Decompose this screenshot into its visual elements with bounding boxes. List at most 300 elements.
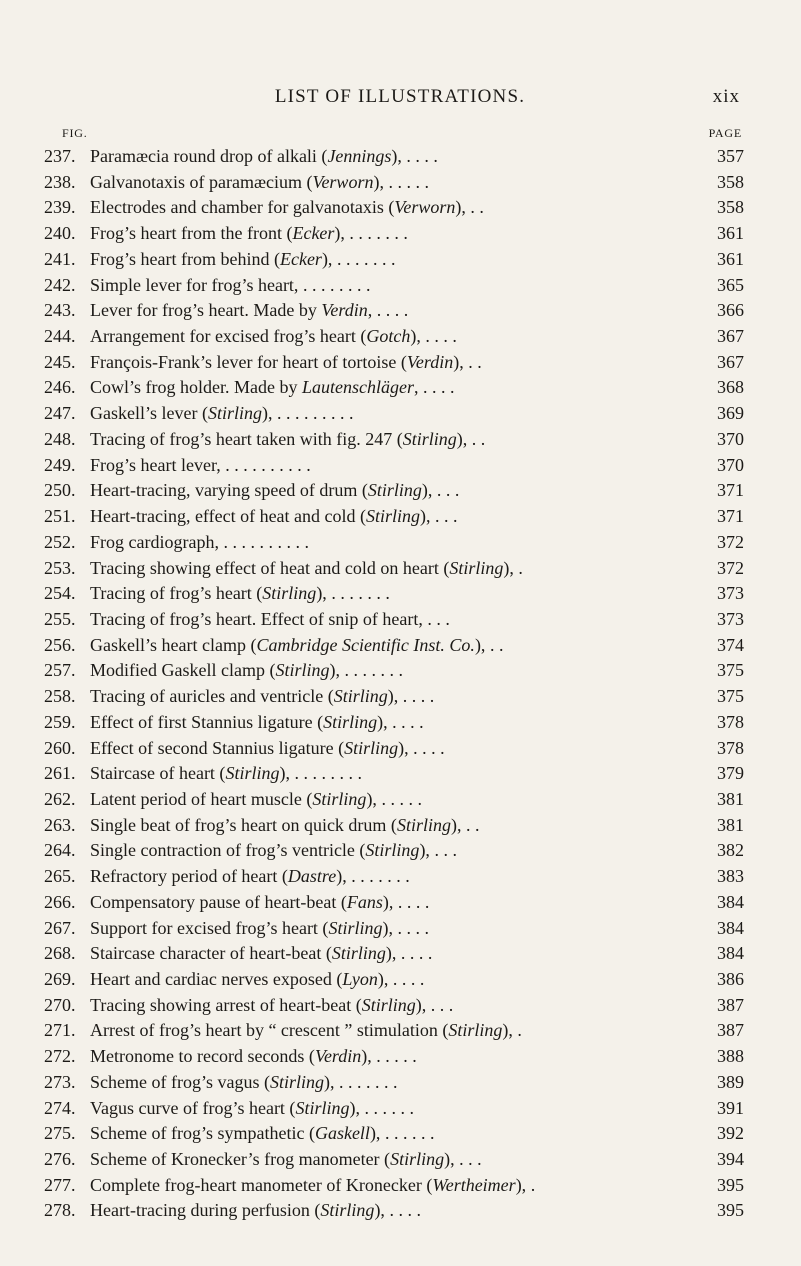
page-reference: 378 xyxy=(717,737,744,758)
figure-caption xyxy=(90,324,684,350)
dot-leader: . . . . xyxy=(398,686,435,707)
caption-source: Gaskell xyxy=(314,1123,370,1144)
dot-leader: . . . . xyxy=(401,146,438,166)
page-reference: 384 xyxy=(717,943,744,964)
page-reference: 373 xyxy=(717,608,744,629)
figure-caption xyxy=(90,658,684,684)
dot-leader: . . . . xyxy=(396,943,433,964)
dot-leader: . . . . . . . xyxy=(339,660,403,681)
caption-text: Tracing of frog’s heart ( xyxy=(90,583,263,604)
figure-number: 254. xyxy=(44,583,76,604)
caption-text: Staircase of heart ( xyxy=(90,763,226,784)
list-item xyxy=(44,710,744,736)
caption-text: Scheme of Kronecker’s frog manometer ( xyxy=(90,1149,391,1170)
dot-leader: . . . . . . . xyxy=(344,223,408,244)
list-item xyxy=(44,890,744,916)
list-item xyxy=(44,298,744,324)
page-reference: 372 xyxy=(717,531,744,552)
figure-number: 268. xyxy=(44,943,76,964)
figure-number: 244. xyxy=(44,326,76,347)
page-reference: 375 xyxy=(717,686,744,707)
figure-caption xyxy=(90,1018,684,1044)
figure-number: 273. xyxy=(44,1071,76,1092)
caption-text: Tracing showing effect of heat and cold on heart ( xyxy=(90,557,450,578)
caption-text: Galvanotaxis of paramæcium ( xyxy=(90,171,313,192)
caption-text: Frog’s heart from behind ( xyxy=(90,248,280,269)
figure-caption xyxy=(90,221,684,247)
figure-caption xyxy=(90,195,684,221)
caption-text: Arrangement for excised frog’s heart ( xyxy=(90,326,367,347)
caption-source: Stirling xyxy=(262,583,317,604)
figure-caption xyxy=(90,890,684,916)
figure-number: 275. xyxy=(44,1123,76,1144)
caption-text: Heart-tracing during perfusion ( xyxy=(90,1200,321,1221)
figure-caption xyxy=(90,1147,684,1173)
list-item xyxy=(44,838,744,864)
figure-caption xyxy=(90,453,684,479)
caption-source: Stirling xyxy=(367,480,422,501)
caption-text: Heart and cardiac nerves exposed ( xyxy=(90,969,343,989)
caption-punctuation: ), xyxy=(420,506,431,527)
list-item xyxy=(44,761,744,787)
caption-source: Stirling xyxy=(225,763,280,784)
dot-leader: . . . . xyxy=(408,737,445,758)
caption-text: Support for excised frog’s heart ( xyxy=(90,917,329,938)
caption-text: Heart-tracing, varying speed of drum ( xyxy=(90,480,368,501)
caption-source: Ecker xyxy=(279,248,322,269)
dot-leader: . . . . xyxy=(392,917,429,938)
caption-text: Heart-tracing, effect of heat and cold ( xyxy=(90,506,367,527)
caption-source: Lyon xyxy=(342,969,378,989)
caption-punctuation: ), xyxy=(474,634,486,655)
list-item xyxy=(44,478,744,504)
list-item xyxy=(44,144,744,170)
figure-caption xyxy=(90,1070,684,1096)
page-reference: 361 xyxy=(717,223,744,244)
caption-source: Verworn xyxy=(312,171,374,192)
caption-text: Tracing showing arrest of heart-beat ( xyxy=(90,994,362,1015)
caption-text: Scheme of frog’s vagus ( xyxy=(90,1071,270,1092)
running-header xyxy=(60,86,740,116)
figure-caption xyxy=(90,684,684,710)
page-column-heading: PAGE xyxy=(708,126,742,140)
list-item xyxy=(44,1173,744,1199)
dot-leader: . . . . . xyxy=(376,788,422,809)
list-item xyxy=(44,427,744,453)
caption-punctuation: ), xyxy=(316,583,327,604)
caption-punctuation: ), xyxy=(450,814,462,835)
figure-number: 245. xyxy=(44,351,76,372)
caption-source: Stirling xyxy=(361,994,416,1015)
page-reference: 375 xyxy=(717,660,744,681)
caption-punctuation: ), xyxy=(377,969,389,989)
caption-source: Stirling xyxy=(207,403,262,424)
caption-punctuation: ), xyxy=(391,146,402,166)
caption-source: Stirling xyxy=(320,1200,375,1221)
figure-number: 241. xyxy=(44,248,76,269)
page-reference: 379 xyxy=(717,763,744,784)
caption-punctuation: ), xyxy=(503,557,514,578)
caption-punctuation: ), xyxy=(374,1200,385,1221)
list-item xyxy=(44,967,744,993)
caption-source: Verdin xyxy=(314,1046,362,1067)
dot-leader: . xyxy=(512,1020,522,1041)
page-reference: 368 xyxy=(717,377,744,398)
page-reference: 367 xyxy=(717,326,744,347)
dot-leader: . . . xyxy=(422,608,450,629)
list-item xyxy=(44,1096,744,1122)
caption-punctuation: ), xyxy=(419,840,430,861)
figure-caption xyxy=(90,993,684,1019)
caption-punctuation: , xyxy=(367,300,373,321)
page-title: LIST OF ILLUSTRATIONS. xyxy=(274,86,526,107)
caption-source: Jennings xyxy=(327,146,392,166)
list-item xyxy=(44,658,744,684)
page-reference: 365 xyxy=(717,274,744,295)
caption-text: Electrodes and chamber for galvanotaxis ( xyxy=(90,197,395,218)
dot-leader: . . . xyxy=(430,506,458,527)
figure-caption xyxy=(90,916,684,942)
dot-leader: . . . . . xyxy=(383,171,429,192)
caption-source: Cambridge Scientific Inst. Co. xyxy=(256,634,475,655)
caption-punctuation: ), xyxy=(279,763,290,784)
caption-source: Lautenschläger xyxy=(301,377,414,398)
caption-punctuation: ), xyxy=(515,1174,527,1195)
page-reference: 381 xyxy=(717,814,744,835)
figure-caption xyxy=(90,530,684,556)
list-item xyxy=(44,401,744,427)
figure-number: 240. xyxy=(44,223,76,244)
caption-source: Stirling xyxy=(269,1071,324,1092)
caption-text: François-Frank’s lever for heart of tortoise ( xyxy=(90,351,407,372)
list-item xyxy=(44,941,744,967)
figure-number: 265. xyxy=(44,866,76,887)
caption-text: Vagus curve of frog’s heart ( xyxy=(90,1097,296,1118)
caption-source: Stirling xyxy=(448,1020,503,1041)
page-reference: 395 xyxy=(717,1200,744,1221)
caption-text: Tracing of frog’s heart. Effect of snip of heart, xyxy=(90,608,423,629)
list-item xyxy=(44,1121,744,1147)
caption-text: Frog cardiograph, xyxy=(90,531,219,552)
figure-caption xyxy=(90,787,684,813)
page-reference: 392 xyxy=(717,1123,744,1144)
figure-number: 277. xyxy=(44,1174,76,1195)
caption-punctuation: ), xyxy=(385,943,397,964)
caption-source: Stirling xyxy=(390,1149,445,1170)
caption-text: Paramæcia round drop of alkali ( xyxy=(90,146,328,166)
page-reference: 367 xyxy=(717,351,744,372)
figure-number: 252. xyxy=(44,531,76,552)
caption-source: Stirling xyxy=(366,506,421,527)
page-reference: 387 xyxy=(717,1020,744,1041)
figure-number: 262. xyxy=(44,788,76,809)
caption-text: Single beat of frog’s heart on quick drum ( xyxy=(90,814,397,835)
dot-leader: . . . . . . . . . . xyxy=(220,454,311,475)
page-reference: 383 xyxy=(717,866,744,887)
dot-leader: . . xyxy=(461,814,480,835)
caption-text: Complete frog-heart manometer of Kronecker ( xyxy=(90,1174,433,1195)
caption-punctuation: ), xyxy=(369,1123,381,1144)
dot-leader: . . xyxy=(465,197,484,218)
list-item xyxy=(44,607,744,633)
caption-text: Scheme of frog’s sympathetic ( xyxy=(90,1123,315,1144)
figure-number: 237. xyxy=(44,146,76,166)
caption-source: Gotch xyxy=(366,326,411,347)
figure-caption xyxy=(90,298,684,324)
figure-number: 248. xyxy=(44,428,76,449)
dot-leader: . . . . xyxy=(384,1200,421,1221)
figure-number: 251. xyxy=(44,506,76,527)
dot-leader: . xyxy=(526,1174,536,1195)
caption-punctuation: ), xyxy=(261,403,273,424)
figure-number: 242. xyxy=(44,274,76,295)
figure-number: 259. xyxy=(44,711,76,732)
figure-number: 238. xyxy=(44,171,76,192)
caption-punctuation: ), xyxy=(377,711,388,732)
page-reference: 395 xyxy=(717,1174,744,1195)
dot-leader: . . . . . . . xyxy=(334,1071,398,1092)
caption-punctuation: , xyxy=(413,377,419,398)
figure-number: 243. xyxy=(44,300,76,321)
list-item xyxy=(44,787,744,813)
page-reference: 366 xyxy=(717,300,744,321)
list-item xyxy=(44,350,744,376)
caption-source: Stirling xyxy=(344,737,399,758)
figure-number: 271. xyxy=(44,1020,76,1041)
figure-number: 274. xyxy=(44,1097,76,1118)
figure-number: 276. xyxy=(44,1149,76,1170)
caption-punctuation: ), xyxy=(415,994,427,1015)
figure-caption xyxy=(90,813,684,839)
page-reference: 373 xyxy=(717,583,744,604)
caption-punctuation: ), xyxy=(323,1071,335,1092)
caption-punctuation: ), xyxy=(334,223,345,244)
page-reference: 357 xyxy=(717,146,744,166)
page-reference: 389 xyxy=(717,1071,744,1092)
caption-source: Stirling xyxy=(295,1097,350,1118)
dot-leader: . . . . xyxy=(372,300,409,321)
caption-source: Stirling xyxy=(328,917,383,938)
dot-leader: . . . . . . . . . xyxy=(272,403,354,424)
list-item xyxy=(44,864,744,890)
caption-punctuation: ), xyxy=(410,326,421,347)
figure-caption xyxy=(90,170,684,196)
figure-number: 256. xyxy=(44,634,76,655)
dot-leader: . . . . . . . . xyxy=(289,763,362,784)
caption-punctuation: ), xyxy=(456,428,468,449)
figure-caption xyxy=(90,1173,684,1199)
caption-source: Dastre xyxy=(287,866,337,887)
page-reference: 370 xyxy=(717,454,744,475)
caption-source: Fans xyxy=(346,891,383,912)
figure-number: 264. xyxy=(44,840,76,861)
list-item xyxy=(44,195,744,221)
page-reference: 358 xyxy=(717,171,744,192)
figure-caption xyxy=(90,581,684,607)
list-item xyxy=(44,813,744,839)
caption-text: Modified Gaskell clamp ( xyxy=(90,660,276,681)
figure-number: 261. xyxy=(44,763,76,784)
figure-caption xyxy=(90,1121,684,1147)
dot-leader: . . . . xyxy=(420,326,457,347)
list-item xyxy=(44,736,744,762)
caption-text: Refractory period of heart ( xyxy=(90,866,288,887)
dot-leader: . . . . . xyxy=(371,1046,417,1067)
page-reference: 386 xyxy=(717,969,744,989)
list-item xyxy=(44,221,744,247)
figure-number: 249. xyxy=(44,454,76,475)
figure-caption xyxy=(90,478,684,504)
caption-punctuation: ), xyxy=(349,1097,360,1118)
caption-text: Metronome to record seconds ( xyxy=(90,1046,315,1067)
dot-leader: . . xyxy=(485,634,504,655)
figure-caption xyxy=(90,504,684,530)
figure-caption xyxy=(90,427,684,453)
figure-number: 266. xyxy=(44,891,76,912)
page-reference: 381 xyxy=(717,788,744,809)
list-item xyxy=(44,247,744,273)
figure-caption xyxy=(90,350,684,376)
caption-punctuation: ), xyxy=(366,788,377,809)
caption-text: Effect of first Stannius ligature ( xyxy=(90,711,324,732)
list-item xyxy=(44,993,744,1019)
list-item xyxy=(44,916,744,942)
figure-caption xyxy=(90,273,684,299)
dot-leader: . . . . xyxy=(387,711,424,732)
caption-punctuation: ), xyxy=(444,1149,455,1170)
list-item xyxy=(44,504,744,530)
figure-number: 253. xyxy=(44,557,76,578)
caption-source: Stirling xyxy=(449,557,504,578)
page-reference: 382 xyxy=(717,840,744,861)
dot-leader: . . . . . . . . xyxy=(298,274,371,295)
page-reference: 387 xyxy=(717,994,744,1015)
list-item xyxy=(44,170,744,196)
dot-leader: . . . . xyxy=(388,969,425,989)
list-item xyxy=(44,633,744,659)
caption-source: Stirling xyxy=(312,788,367,809)
figure-number: 247. xyxy=(44,403,76,424)
dot-leader: . . . . . . xyxy=(380,1123,435,1144)
page-reference: 384 xyxy=(717,891,744,912)
list-item xyxy=(44,375,744,401)
figure-number: 255. xyxy=(44,608,76,629)
figure-caption xyxy=(90,556,684,582)
caption-source: Stirling xyxy=(331,943,386,964)
caption-text: Latent period of heart muscle ( xyxy=(90,788,313,809)
caption-source: Stirling xyxy=(402,428,457,449)
figure-caption xyxy=(90,941,684,967)
caption-text: Effect of second Stannius ligature ( xyxy=(90,737,345,758)
dot-leader: . . . . . . . . . . xyxy=(218,531,309,552)
figure-caption xyxy=(90,1096,684,1122)
list-item xyxy=(44,1198,744,1224)
caption-source: Stirling xyxy=(365,840,420,861)
caption-source: Stirling xyxy=(396,814,451,835)
caption-punctuation: ), xyxy=(382,891,394,912)
caption-text: Frog’s heart from the front ( xyxy=(90,223,293,244)
list-item xyxy=(44,453,744,479)
caption-punctuation: ), xyxy=(421,480,433,501)
caption-text: Arrest of frog’s heart by “ crescent ” stimulation ( xyxy=(90,1020,449,1041)
caption-punctuation: ), xyxy=(398,737,409,758)
figure-caption xyxy=(90,1198,684,1224)
figure-number: 267. xyxy=(44,917,76,938)
figure-number: 258. xyxy=(44,686,76,707)
figure-caption xyxy=(90,375,684,401)
caption-text: Cowl’s frog holder. Made by xyxy=(90,377,302,398)
figure-caption xyxy=(90,838,684,864)
figure-number: 272. xyxy=(44,1046,76,1067)
caption-punctuation: ), xyxy=(453,351,464,372)
list-item xyxy=(44,684,744,710)
dot-leader: . . . xyxy=(426,994,454,1015)
list-item xyxy=(44,556,744,582)
list-item xyxy=(44,1147,744,1173)
page-reference: 378 xyxy=(717,711,744,732)
page-reference: 384 xyxy=(717,917,744,938)
caption-text: Frog’s heart lever, xyxy=(90,454,221,475)
figure-caption xyxy=(90,710,684,736)
caption-text: Gaskell’s heart clamp ( xyxy=(90,634,257,655)
dot-leader: . . . xyxy=(432,480,460,501)
caption-punctuation: ), xyxy=(361,1046,372,1067)
column-headings xyxy=(62,126,742,142)
dot-leader: . . . xyxy=(454,1149,482,1170)
list-item xyxy=(44,273,744,299)
figure-caption xyxy=(90,633,684,659)
caption-source: Stirling xyxy=(275,660,330,681)
page-reference: 374 xyxy=(717,634,744,655)
page-reference: 394 xyxy=(717,1149,744,1170)
caption-source: Verdin xyxy=(321,300,368,321)
dot-leader: . . . . . . xyxy=(359,1097,414,1118)
figure-caption xyxy=(90,736,684,762)
dot-leader: . . . . xyxy=(393,891,430,912)
dot-leader: . . . . . . . xyxy=(332,248,396,269)
page-reference: 391 xyxy=(717,1097,744,1118)
page-reference: 372 xyxy=(717,557,744,578)
figure-number: 263. xyxy=(44,814,76,835)
figure-number: 260. xyxy=(44,737,76,758)
figure-caption xyxy=(90,864,684,890)
list-item xyxy=(44,581,744,607)
figure-number: 278. xyxy=(44,1200,76,1221)
list-item xyxy=(44,324,744,350)
page-number: xix xyxy=(712,86,740,107)
page-reference: 358 xyxy=(717,197,744,218)
caption-punctuation: ), xyxy=(373,171,384,192)
caption-punctuation: ), xyxy=(387,686,399,707)
caption-punctuation: ), xyxy=(502,1020,513,1041)
fig-column-heading: FIG. xyxy=(62,126,88,140)
figure-caption xyxy=(90,1044,684,1070)
page-reference: 388 xyxy=(717,1046,744,1067)
figure-caption xyxy=(90,607,684,633)
caption-punctuation: ), xyxy=(455,197,466,218)
caption-source: Verdin xyxy=(406,351,454,372)
figure-number: 269. xyxy=(44,969,76,989)
dot-leader: . xyxy=(513,557,523,578)
list-item xyxy=(44,1070,744,1096)
figure-caption xyxy=(90,761,684,787)
caption-source: Ecker xyxy=(292,223,335,244)
page-reference: 369 xyxy=(717,403,744,424)
page-reference: 361 xyxy=(717,248,744,269)
page-reference: 371 xyxy=(717,480,744,501)
figure-number: 246. xyxy=(44,377,76,398)
caption-punctuation: ), xyxy=(321,248,333,269)
